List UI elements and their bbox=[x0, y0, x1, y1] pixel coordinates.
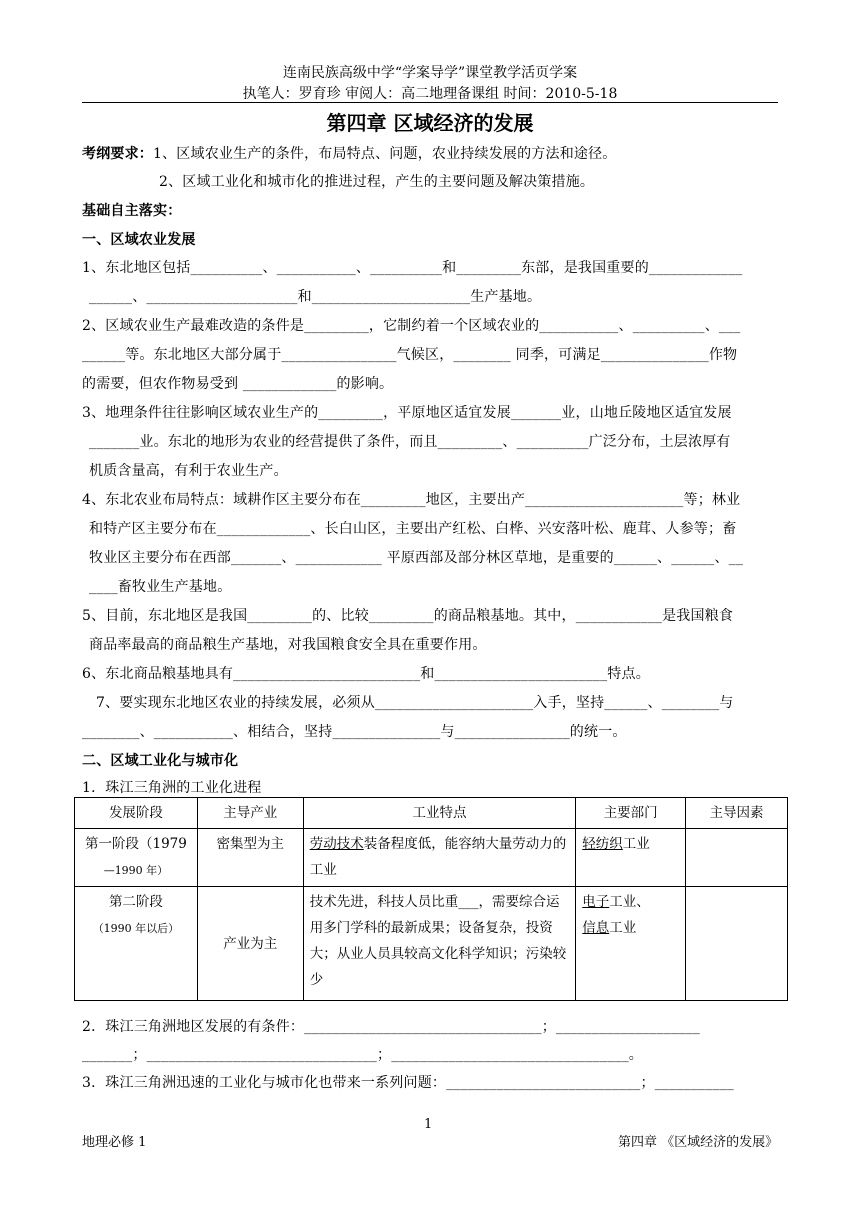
q1-line: ______、_____________________和______________________生产基地。 bbox=[89, 289, 542, 305]
department-cell bbox=[576, 887, 686, 1001]
department-text: 工业 bbox=[609, 920, 637, 936]
table-header-row bbox=[75, 798, 788, 829]
factor-cell bbox=[686, 829, 788, 887]
stage-years: （1990 年以后） bbox=[92, 922, 180, 935]
school-header: 连南民族高级中学“学案导学”课堂教学活页学案 bbox=[282, 65, 578, 81]
department-underlined: 轻纺织 bbox=[582, 836, 623, 852]
table-header-cell: 主要部门 bbox=[576, 798, 686, 829]
department-cell bbox=[576, 829, 686, 887]
table-header-cell: 主导产业 bbox=[197, 798, 303, 829]
footer-left: 地理必修 1 bbox=[82, 1135, 147, 1150]
q4-line: 牧业区主要分布在西部_______、____________ 平原西部及部分林区草地，是重要的______、______、__ bbox=[89, 550, 744, 566]
factor-cell bbox=[686, 887, 788, 1001]
q2-line: 2、区域农业生产最难改造的条件是_________，它制约着一个区域农业的___________、__________、___ bbox=[82, 318, 741, 334]
conditions-line: 2．珠江三角洲地区发展的有条件：_________________________________；____________________ bbox=[82, 1019, 700, 1035]
q4-line: ____畜牧业生产基地。 bbox=[89, 579, 232, 595]
table-header-cell: 工业特点 bbox=[303, 798, 576, 829]
feature-text: 装备程度低，能容纳大量劳动力的工业 bbox=[309, 836, 567, 878]
feature-cell bbox=[303, 829, 576, 887]
q6-line: 6、东北商品粮基地具有__________________________和________________________特点。 bbox=[82, 666, 650, 682]
conditions-line: _______；________________________________；_________________________________。 bbox=[82, 1047, 643, 1063]
table-header-cell: 主导因素 bbox=[686, 798, 788, 829]
stage-cell bbox=[75, 887, 198, 1001]
syllabus-item-2: 2、区域工业化和城市化的推进过程，产生的主要问题及解决策措施。 bbox=[159, 174, 595, 190]
department-text: 工业、 bbox=[609, 894, 650, 910]
industry-cell: 产业为主 bbox=[197, 887, 303, 1001]
stage-years: —1990 年） bbox=[103, 864, 169, 877]
department-underlined: 信息 bbox=[582, 920, 610, 936]
q3-line: _______业。东北的地形为农业的经营提供了条件，而且_________、__________广泛分布，土层浓厚有 bbox=[89, 434, 731, 450]
chapter-title: 第四章 区域经济的发展 bbox=[326, 111, 534, 135]
q2-line: ______等。东北地区大部分属于________________气候区，________ 同季，可满足_______________作物 bbox=[82, 347, 738, 363]
feature-cell: 技术先进，科技人员比重___，需要综合运用多门学科的最新成果；设备复杂，投资大；从业人员具较高文化科学知识；污染较少 bbox=[303, 887, 576, 1001]
stage-cell bbox=[75, 829, 198, 887]
q3-line: 机质含量高，有利于农业生产。 bbox=[89, 463, 288, 479]
feature-underlined: 劳动技术 bbox=[309, 836, 364, 852]
industry-cell: 密集型为主 bbox=[197, 829, 303, 887]
table-row bbox=[75, 829, 788, 887]
q4-line: 和特产区主要分布在_____________、长白山区，主要出产红松、白桦、兴安落叶松、鹿茸、人参等；畜 bbox=[89, 521, 737, 537]
section-1-heading: 一、区域农业发展 bbox=[82, 232, 196, 248]
q4-line: 4、东北农业布局特点：域耕作区主要分布在_________地区，主要出产______________________等；林业 bbox=[82, 492, 741, 508]
department-text: 工业 bbox=[622, 836, 650, 852]
page-number: 1 bbox=[424, 1117, 433, 1132]
syllabus-label: 考纲要求： bbox=[82, 146, 153, 162]
table-row bbox=[75, 887, 788, 1001]
q7-line: ________、___________、相结合，坚持_______________与________________的统一。 bbox=[82, 724, 627, 740]
problems-line: 3．珠江三角洲迅速的工业化与城市化也带来一系列问题：___________________________；___________ bbox=[82, 1075, 734, 1091]
q5-line: 商品率最高的商品粮生产基地，对我国粮食安全具在重要作用。 bbox=[89, 637, 487, 653]
section-2-heading: 二、区域工业化与城市化 bbox=[82, 753, 239, 769]
header-rule bbox=[82, 102, 778, 103]
q2-line: 的需要，但农作物易受到 _____________的影响。 bbox=[82, 376, 394, 392]
q5-line: 5、目前，东北地区是我国_________的、比较_________的商品粮基地。其中，____________是我国粮食 bbox=[82, 608, 734, 624]
syllabus-item-1: 1、区域农业生产的条件，布局特点、问题，农业持续发展的方法和途径。 bbox=[153, 146, 617, 162]
syllabus-line-1 bbox=[82, 143, 617, 163]
author-line: 执笔人：罗育珍 审阅人：高二地理备课组 时间：2010-5-18 bbox=[242, 86, 618, 102]
q3-line: 3、地理条件往往影响区域农业生产的_________，平原地区适宜发展_______业，山地丘陵地区适宜发展 bbox=[82, 405, 732, 421]
stage-name: 第二阶段 bbox=[108, 894, 163, 910]
footer-right: 第四章 《区域经济的发展》 bbox=[618, 1135, 779, 1150]
department-underlined: 电子 bbox=[582, 894, 610, 910]
table-caption: 1．珠江三角洲的工业化进程 bbox=[82, 780, 262, 796]
basics-label: 基础自主落实： bbox=[82, 203, 182, 219]
industrialization-table bbox=[74, 797, 788, 1001]
stage-name: 第一阶段（1979 bbox=[85, 836, 187, 852]
table-header-cell: 发展阶段 bbox=[75, 798, 198, 829]
q7-line: 7、要实现东北地区农业的持续发展，必须从______________________入手，坚持______、________与 bbox=[96, 695, 734, 711]
q1-line: 1、东北地区包括__________、___________、__________和_________东部，是我国重要的_____________ bbox=[82, 260, 743, 276]
